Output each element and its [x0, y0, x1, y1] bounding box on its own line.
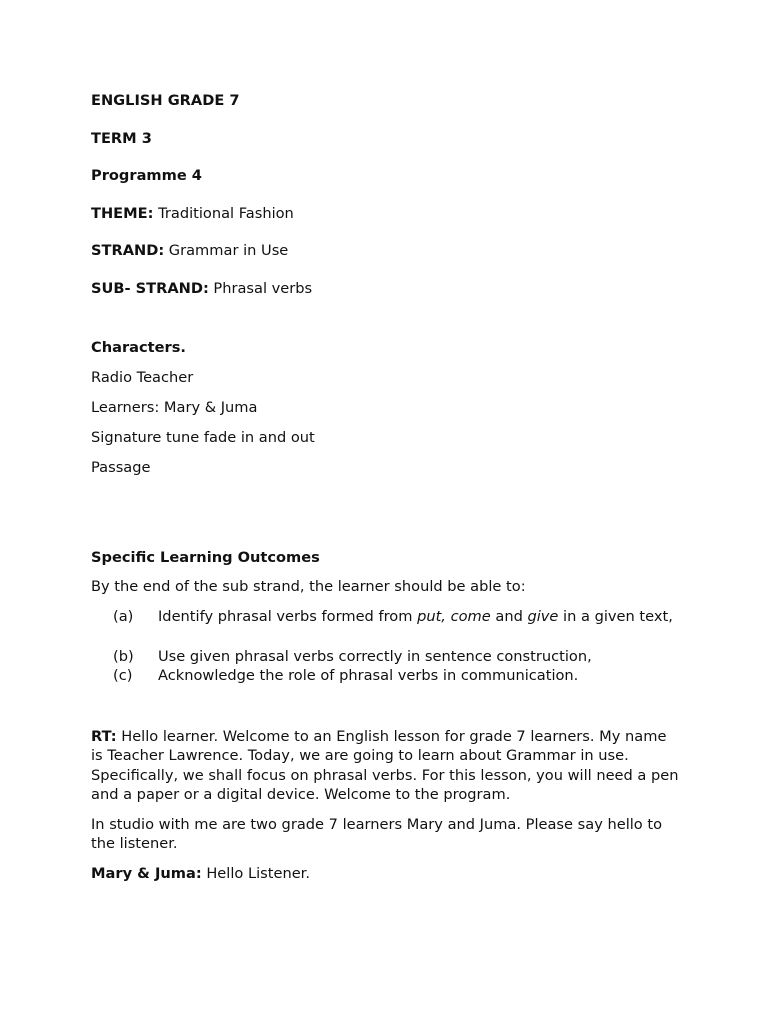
- outcome-italic-word: put, come: [417, 608, 491, 625]
- strand-value: Grammar in Use: [164, 242, 289, 259]
- subject-title: ENGLISH GRADE 7: [91, 92, 240, 109]
- sub-strand-label: SUB- STRAND:: [91, 280, 209, 297]
- outcomes-heading: Specific Learning Outcomes: [91, 549, 320, 566]
- outcomes-intro: By the end of the sub strand, the learner should be able to:: [91, 578, 526, 595]
- character-item: Radio Teacher: [91, 369, 194, 386]
- sub-strand-line: [91, 279, 312, 299]
- outcome-text: [158, 607, 673, 627]
- outcome-marker: (c): [113, 667, 133, 684]
- outcome-text: Acknowledge the role of phrasal verbs in communication.: [158, 667, 579, 684]
- programme-label: Programme 4: [91, 167, 202, 184]
- mary-juma-speech: Hello Listener.: [201, 865, 310, 882]
- studio-paragraph: In studio with me are two grade 7 learners Mary and Juma. Please say hello to the listener.: [91, 816, 663, 853]
- theme-label: THEME:: [91, 205, 154, 222]
- strand-line: [91, 241, 288, 261]
- theme-value: Traditional Fashion: [153, 205, 294, 222]
- rt-paragraph: [91, 727, 681, 805]
- mary-juma-speaker-label: Mary & Juma:: [91, 865, 202, 882]
- theme-line: [91, 204, 294, 224]
- outcome-text-part: in a given text,: [558, 608, 673, 625]
- outcome-marker: (b): [113, 648, 134, 665]
- sub-strand-value: Phrasal verbs: [208, 280, 313, 297]
- rt-speech: Hello learner. Welcome to an English lesson for grade 7 learners. My name is Teacher Lawrence. Today, we are going to learn about Grammar in use. Specifically, we shall focus on phrasal verbs. For this lesson, you will need a pen and a paper or a digital device. Welcome to the program.: [91, 728, 679, 804]
- outcome-marker: (a): [113, 608, 134, 625]
- character-item: Learners: Mary & Juma: [91, 399, 258, 416]
- characters-heading: Characters.: [91, 339, 186, 356]
- outcome-text: Use given phrasal verbs correctly in sentence construction,: [158, 648, 592, 665]
- outcome-text-part: Identify phrasal verbs formed from: [158, 608, 418, 625]
- mary-juma-paragraph: [91, 864, 681, 883]
- outcome-text-part: and: [490, 608, 528, 625]
- character-item: Signature tune fade in and out: [91, 429, 315, 446]
- rt-speaker-label: RT:: [91, 728, 117, 745]
- character-item: Passage: [91, 459, 151, 476]
- term-label: TERM 3: [91, 130, 152, 147]
- strand-label: STRAND:: [91, 242, 165, 259]
- outcome-italic-word: give: [527, 608, 559, 625]
